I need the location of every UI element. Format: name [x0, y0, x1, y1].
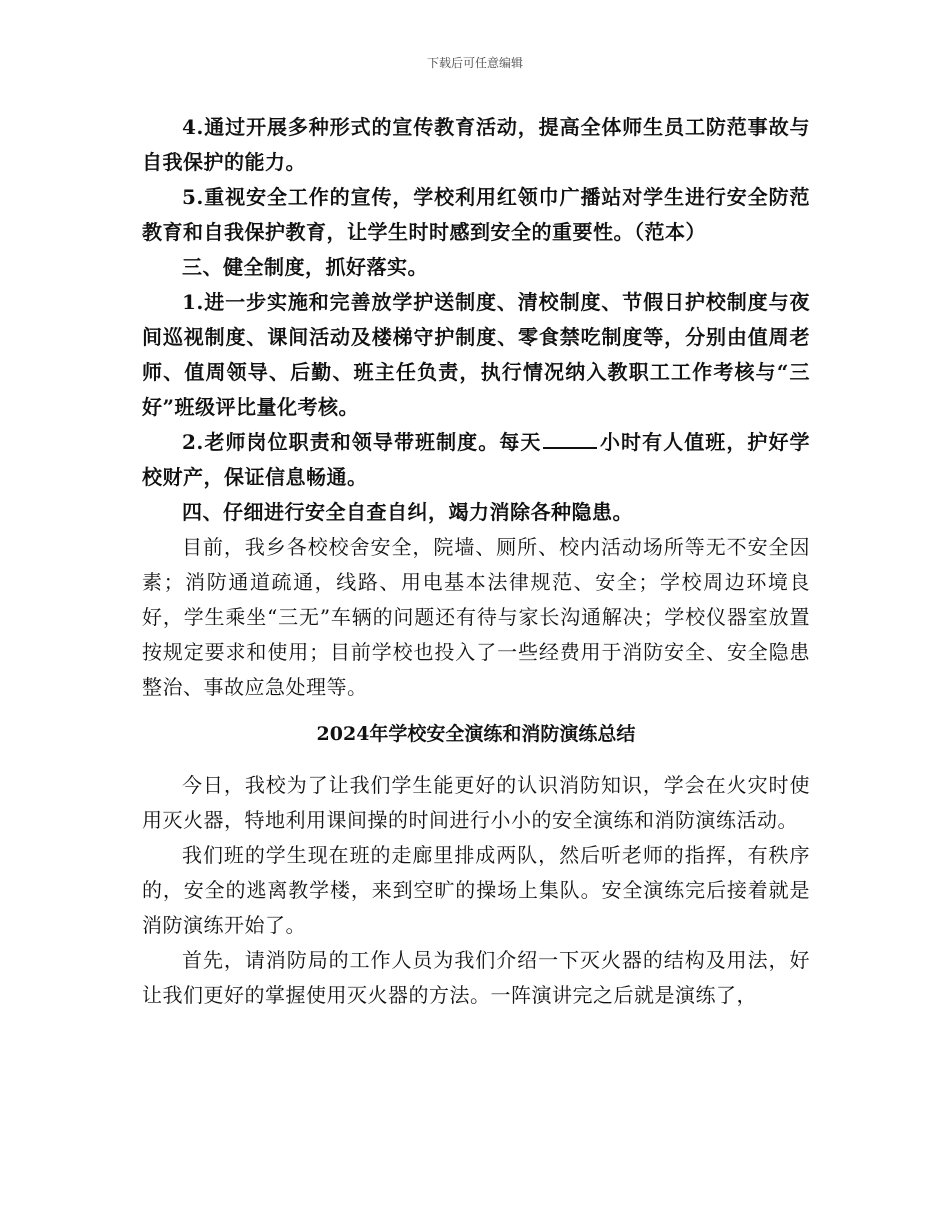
paragraph-extinguisher: 首先，请消防局的工作人员为我们介绍一下灭火器的结构及用法，好让我们更好的掌握使用灭火器的方法。一阵演讲完之后就是演练了，: [142, 948, 810, 1007]
section-heading-3: 三、健全制度，抓好落实。: [182, 255, 428, 279]
fill-in-blank: [543, 429, 597, 449]
page-header: 下载后可任意编辑: [426, 56, 523, 70]
section-heading-4: 四、仔细进行安全自查自纠，竭力消除各种隐患。: [182, 500, 633, 524]
paragraph-item-4: 4.通过开展多种形式的宣传教育活动，提高全体师生员工防范事故与自我保护的能力。: [142, 115, 810, 174]
paragraph-item-5: 5.重视安全工作的宣传，学校利用红领巾广播站对学生进行安全防范教育和自我保护教育，让学生时时感到安全的重要性。（范本）: [142, 185, 810, 244]
document-title: 2024年学校安全演练和消防演练总结: [316, 723, 636, 745]
paragraph-system-2: [142, 425, 810, 495]
document-body: [142, 110, 810, 1013]
paragraph-system-2-part-b: 小时有人值班，护好学校财产，保证信息畅通。: [142, 430, 811, 489]
paragraph-system-2-part-a: 2.老师岗位职责和领导带班制度。每天: [182, 430, 542, 454]
paragraph-intro: 今日，我校为了让我们学生能更好的认识消防知识，学会在火灾时使用灭火器，特地利用课间操的时间进行小小的安全演练和消防演练活动。: [142, 773, 810, 832]
paragraph-current-status: 目前，我乡各校校舍安全，院墙、厕所、校内活动场所等无不安全因素；消防通道疏通，线路、用电基本法律规范、安全；学校周边环境良好，学生乘坐“三无”车辆的问题还有待与家长沟通解决；学校仪器室放置按规定要求和使用；目前学校也投入了一些经费用于消防安全、安全隐患整治、事故应急处理等。: [142, 535, 810, 699]
paragraph-system-1: 1.进一步实施和完善放学护送制度、清校制度、节假日护校制度与夜间巡视制度、课间活动及楼梯守护制度、零食禁吃制度等，分别由值周老师、值周领导、后勤、班主任负责，执行情况纳入教职工工作考核与“三好”班级评比量化考核。: [142, 290, 810, 419]
paragraph-evacuation: 我们班的学生现在班的走廊里排成两队，然后听老师的指挥，有秩序的，安全的逃离教学楼，来到空旷的操场上集队。安全演练完后接着就是消防演练开始了。: [142, 843, 810, 937]
